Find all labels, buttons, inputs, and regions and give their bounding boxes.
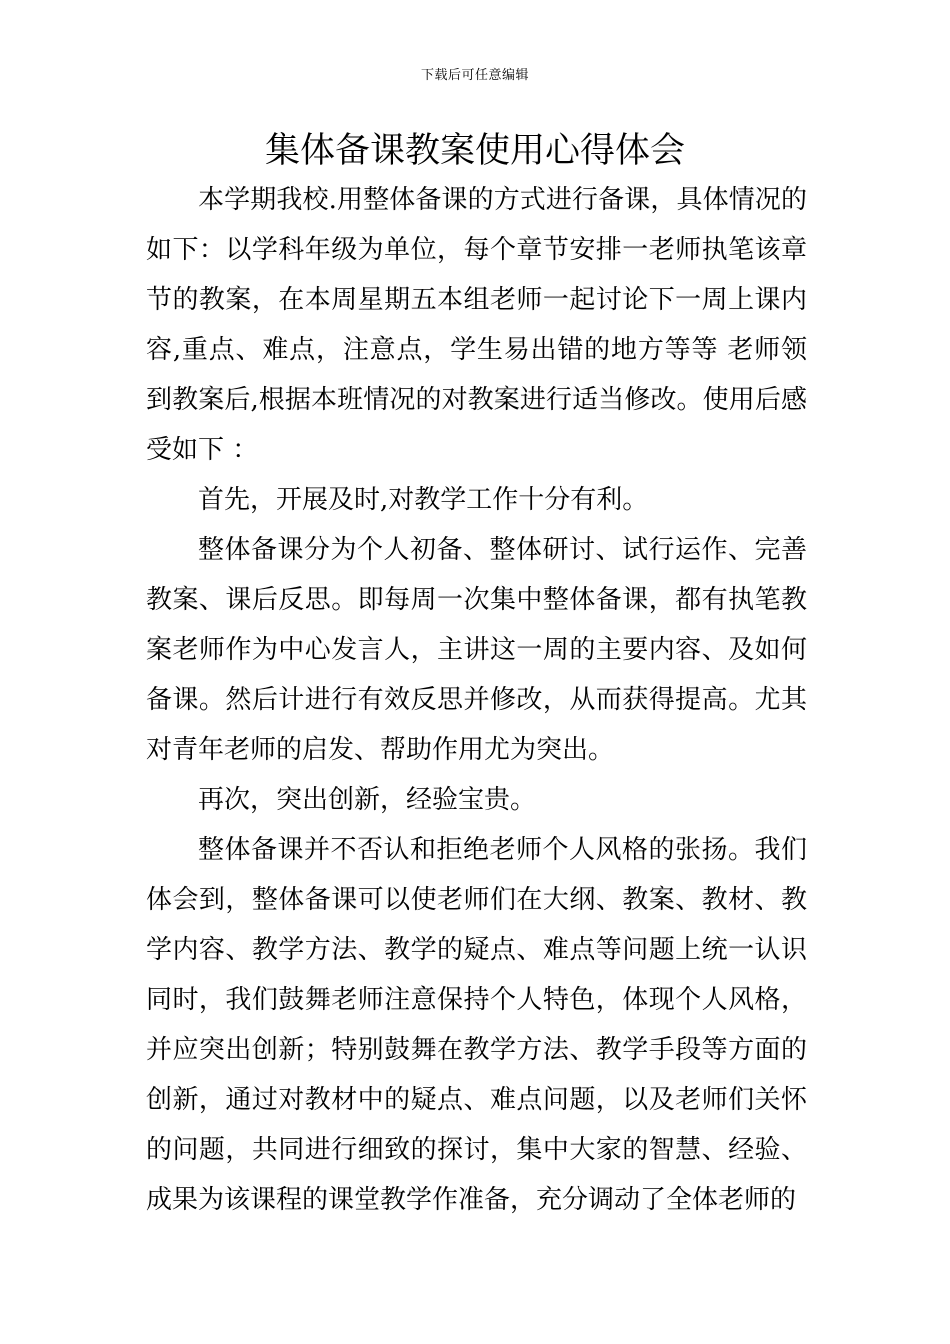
header-note: 下载后可任意编辑 xyxy=(420,68,529,83)
document-body xyxy=(146,175,807,1225)
paragraph-second-detail: 整体备课并不否认和拒绝老师个人风格的张扬。我们体会到，整体备课可以使老师们在大纲、教案、教材、教学内容、教学方法、教学的疑点、难点等问题上统一认识同时，我们鼓舞老师注意保持个人特色，体现个人风格，并应突出创新；特别鼓舞在教学方法、教学手段等方面的创新，通过对教材中的疑点、难点问题，以及老师们关怀的问题，共同进行细致的探讨，集中大家的智慧、经验、成果为该课程的课堂教学作准备，充分调动了全体老师的 xyxy=(146,835,807,1215)
paragraph-first-detail: 整体备课分为个人初备、整体研讨、试行运作、完善教案、课后反思。即每周一次集中整体备课，都有执笔教案老师作为中心发言人，主讲这一周的主要内容、及如何备课。然后计进行有效反思并修改，从而获得提高。尤其对青年老师的启发、帮助作用尤为突出。 xyxy=(146,535,807,765)
document-title: 集体备课教案使用心得体会 xyxy=(264,131,685,171)
paragraph-second-point: 再次，突出创新，经验宝贵。 xyxy=(198,785,537,815)
paragraph-intro: 本学期我校.用整体备课的方式进行备课，具体情况的如下：以学科年级为单位，每个章节安排一老师执笔该章节的教案，在本周星期五本组老师一起讨论下一周上课内容,重点、难点，注意点，学生易出错的地方等等 老师领到教案后,根据本班情况的对教案进行适当修改。使用后感受如下 ： xyxy=(146,185,807,465)
paragraph-first-point: 首先，开展及时,对教学工作十分有利。 xyxy=(198,485,649,515)
